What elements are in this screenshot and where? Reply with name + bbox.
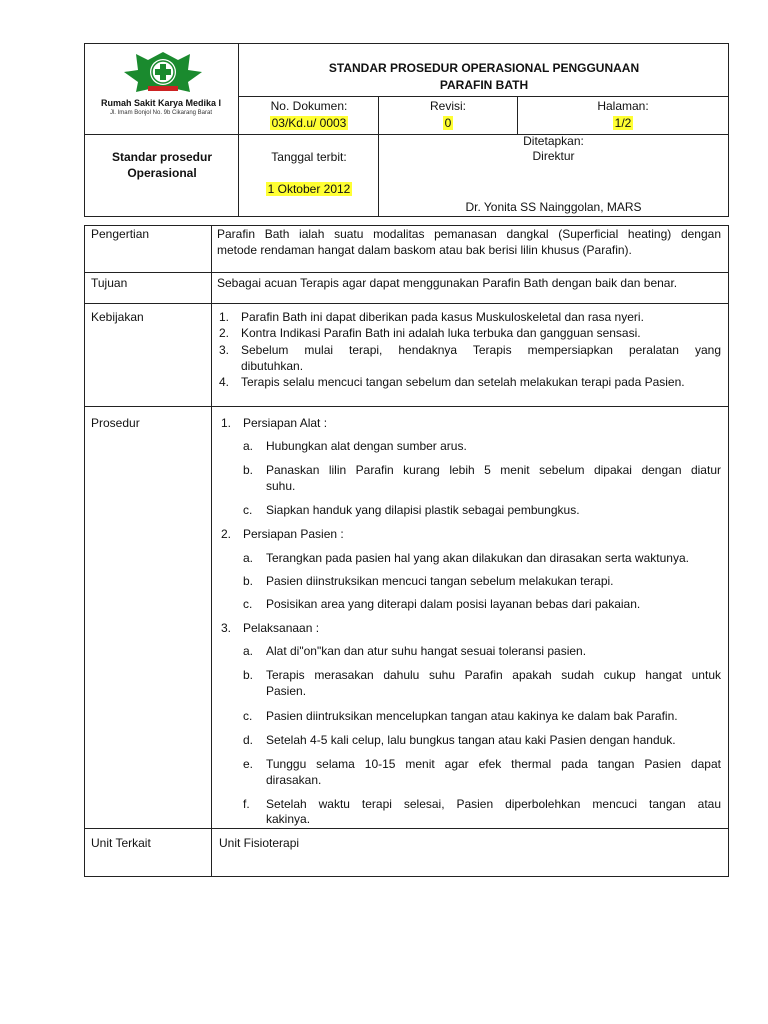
kebijakan-item: Parafin Bath ini dapat diberikan pada kasus Muskuloskeletal dan rasa nyeri. [241,310,644,324]
halaman-label: Halaman: [597,99,649,113]
unit-terkait-label: Unit Terkait [91,836,151,850]
tanggal-label: Tanggal terbit: [271,150,347,164]
step-letter: c. [243,503,253,517]
kebijakan-num: 1. [219,310,230,324]
step-text: Posisikan area yang diterapi dalam posisi layanan bebas dari pakaian. [266,597,641,611]
step-letter: e. [243,757,254,771]
revisi-label: Revisi: [429,99,466,113]
step-letter: f. [243,797,250,811]
step-letter: a. [243,439,254,453]
step-text-cont: kakinya. [266,812,311,826]
doc-no-value: 03/Kd.u/ 0003 [271,116,347,130]
document-title-line1: STANDAR PROSEDUR OPERASIONAL PENGGUNAAN [328,61,640,75]
step-text-cont: dirasakan. [266,773,322,787]
sop-label-line2: Operasional [127,166,197,180]
tanggal-value: 1 Oktober 2012 [267,182,351,196]
kebijakan-item: Terapis selalu mencuci tangan sebelum dan setelah melakukan terapi pada Pasien. [241,375,685,389]
tujuan-text: Sebagai acuan Terapis agar dapat menggunakan Parafin Bath dengan baik dan benar. [217,276,678,290]
pengertian-text-line2: metode rendaman hangat dalam baskom atau bak berisi lilin khusus (Parafin). [217,243,632,257]
step-text: Terapis merasakan dahulu suhu Parafin apakah sudah cukup hangat untuk [266,668,721,682]
pengertian-text-line1: Parafin Bath ialah suatu modalitas pemanasan dangkal (Superficial heating) dengan [217,227,721,241]
step-letter: b. [243,463,254,477]
kebijakan-num: 4. [219,375,230,389]
section-title: Persiapan Pasien : [243,527,344,541]
step-text: Pasien diintruksikan mencelupkan tangan atau kakinya ke dalam bak Parafin. [266,709,678,723]
kebijakan-item: Kontra Indikasi Parafin Bath ini adalah luka terbuka dan gangguan sensasi. [241,326,641,340]
signatory-name: Dr. Yonita SS Nainggolan, MARS [465,200,642,214]
step-text: Siapkan handuk yang dilapisi plastik sebagai pembungkus. [266,503,580,517]
section-title: Pelaksanaan : [243,621,320,635]
kebijakan-num: 2. [219,326,230,340]
section-num: 1. [221,416,232,430]
step-letter: a. [243,644,254,658]
step-text-cont: Pasien. [266,684,307,698]
step-text: Hubungkan alat dengan sumber arus. [266,439,467,453]
step-text: Pasien diinstruksikan mencuci tangan sebelum melakukan terapi. [266,574,614,588]
step-letter: c. [243,709,253,723]
step-text: Tunggu selama 10-15 menit agar efek thermal pada tangan Pasien dapat [266,757,721,771]
document-title-line2: PARAFIN BATH [439,78,529,92]
prosedur-label: Prosedur [91,416,140,430]
step-text: Terangkan pada pasien hal yang akan dilakukan dan dirasakan serta waktunya. [266,551,689,565]
kebijakan-item-cont: dibutuhkan. [241,359,304,373]
direktur-label: Direktur [532,149,575,163]
step-text: Setelah waktu terapi selesai, Pasien diperbolehkan mencuci tangan atau [266,797,721,811]
sop-label-line1: Standar prosedur [111,150,213,164]
hospital-name: Rumah Sakit Karya Medika I [100,98,222,108]
halaman-value: 1/2 [614,116,632,130]
step-text-cont: suhu. [266,479,296,493]
step-letter: d. [243,733,254,747]
kebijakan-label: Kebijakan [91,310,144,324]
step-letter: a. [243,551,254,565]
hospital-logo [118,50,208,94]
step-letter: b. [243,668,254,682]
section-num: 2. [221,527,232,541]
revisi-value: 0 [444,116,452,130]
tujuan-label: Tujuan [91,276,128,290]
ditetapkan-label: Ditetapkan: [523,134,584,148]
kebijakan-item: Sebelum mulai terapi, hendaknya Terapis mempersiapkan peralatan yang [241,343,721,357]
section-num: 3. [221,621,232,635]
unit-terkait-value: Unit Fisioterapi [219,836,300,850]
doc-no-label: No. Dokumen: [270,99,348,113]
hospital-address: Jl. Imam Bonjol No. 9b Cikarang Barat [109,110,213,116]
kebijakan-num: 3. [219,343,230,357]
pengertian-label: Pengertian [91,227,150,241]
step-letter: c. [243,597,253,611]
section-title: Persiapan Alat : [243,416,328,430]
step-text: Setelah 4-5 kali celup, lalu bungkus tangan atau kaki Pasien dengan handuk. [266,733,676,747]
step-letter: b. [243,574,254,588]
step-text: Panaskan lilin Parafin kurang lebih 5 menit sebelum dipakai dengan diatur [266,463,721,477]
step-text: Alat di"on"kan dan atur suhu hangat sesuai toleransi pasien. [266,644,587,658]
